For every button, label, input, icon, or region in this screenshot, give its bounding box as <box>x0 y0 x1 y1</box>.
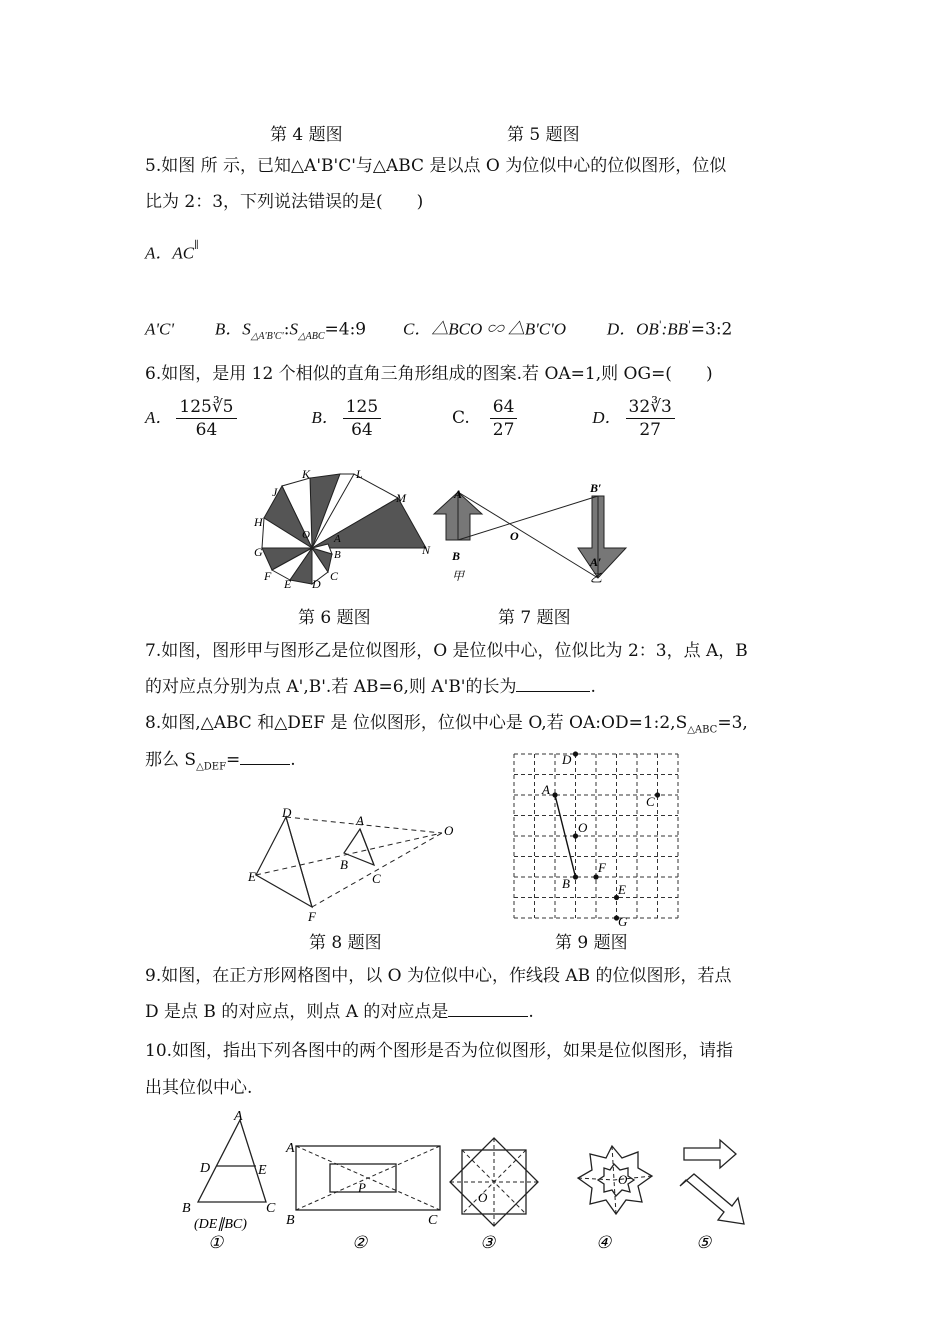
fig9-grid-figure <box>508 748 684 928</box>
fig6-label-k: K <box>302 467 311 481</box>
fig9-label-g: G <box>618 914 628 928</box>
fig10-label-a: A <box>234 1109 243 1124</box>
fig10-num-5: ⑤ <box>696 1233 712 1252</box>
q5-line2: 比为 2：3，下列说法错误的是( ) <box>145 192 424 212</box>
fig6-caption: 第 6 题图 <box>298 608 371 628</box>
fig10-label-p: P <box>358 1180 366 1195</box>
fig7-label-jia: 甲 <box>452 569 465 583</box>
fig6-label-m: M <box>396 491 406 505</box>
fig9-label-o: O <box>578 820 588 835</box>
fig8-label-e: E <box>248 869 256 884</box>
q6-line1: 6.如图，是用 12 个相似的直角三角形组成的图案.若 OA=1,则 OG=( ) <box>145 364 713 384</box>
fig6-label-b: B <box>334 549 341 561</box>
fig6-label-e: E <box>284 577 292 591</box>
fig9-label-f: F <box>598 860 606 875</box>
q6-options: A． $\frac{125∛5}{64}$ B． $\frac{125}{64}$ C. $\frac{64}{27}$ D． $\frac{32∛3}{27}$ <box>145 396 679 441</box>
q5-option-a-cont: A'C' <box>145 319 174 339</box>
q8-line2: 那么 $S_{\triangle DEF}=$ . <box>145 750 296 773</box>
fig10-label-o4: O <box>618 1172 628 1187</box>
fig8-label-d: D <box>282 805 292 820</box>
q7-answer-blank[interactable] <box>516 675 590 692</box>
q8-answer-blank[interactable] <box>240 748 290 765</box>
fig6-label-j: J <box>272 485 278 499</box>
fig7-label-a: A <box>454 487 463 501</box>
fig10-label-a2: A <box>286 1141 295 1156</box>
fig10-label-b2: B <box>286 1213 295 1228</box>
q5-line1: 5.如图 所 示，已知△A'B'C'与△ABC 是以点 O 为位似中心的位似图形，位似 <box>145 156 727 176</box>
fig6-label-a: A <box>334 533 341 545</box>
fig8-label-c: C <box>372 871 381 886</box>
fig4-caption: 第 4 题图 <box>270 125 343 145</box>
fig7-label-yi: 乙 <box>590 571 603 585</box>
fig9-label-d: D <box>562 752 572 767</box>
fig5-caption: 第 5 题图 <box>507 125 580 145</box>
fig7-label-o: O <box>510 529 519 543</box>
fig9-label-a: A <box>542 782 550 797</box>
fig6-label-h: H <box>254 515 263 529</box>
fig8-triangles-figure <box>246 805 461 925</box>
fig8-label-f: F <box>308 909 316 924</box>
fig8-label-o: O <box>444 823 454 838</box>
q10-line1: 10.如图，指出下列各图中的两个图形是否为位似图形，如果是位似图形，请指 <box>145 1041 734 1061</box>
fig10-label-c2: C <box>428 1213 438 1228</box>
fig6-label-c: C <box>330 569 339 583</box>
fig8-caption: 第 8 题图 <box>309 933 382 953</box>
fig10-label-e: E <box>258 1163 267 1178</box>
q9-line1: 9.如图，在正方形网格图中，以 O 为位似中心，作线段 AB 的位似图形，若点 <box>145 966 732 986</box>
fig9-label-e: E <box>618 882 626 897</box>
fig7-arrows-figure <box>430 478 640 586</box>
fig7-label-b: B <box>452 549 461 563</box>
fig10-num-3: ③ <box>480 1233 496 1252</box>
q7-line2: 的对应点分别为点 A',B'.若 AB=6,则 A'B'的长为 . <box>145 677 596 697</box>
fig10-num-1: ① <box>208 1233 224 1252</box>
fig10-label-c: C <box>266 1201 276 1216</box>
fig10-label-b: B <box>182 1201 191 1216</box>
q10-line2: 出其位似中心. <box>145 1078 253 1098</box>
fig6-label-g: G <box>254 545 263 559</box>
fig6-spiral-figure <box>250 462 440 592</box>
fig6-label-o: O <box>302 529 310 541</box>
fig10-label-o3: O <box>478 1190 488 1205</box>
fig8-label-a: A <box>356 813 364 828</box>
fig7-caption: 第 7 题图 <box>498 608 571 628</box>
fig9-label-b: B <box>562 876 570 891</box>
fig9-caption: 第 9 题图 <box>555 933 628 953</box>
fig10-shapes-figure <box>178 1108 768 1258</box>
q8-line1: 8.如图,△ABC 和△DEF 是 位似图形，位似中心是 O,若 $OA:OD=1:2,S_{\triangle ABC}=3$, <box>145 713 748 736</box>
fig10-note: (DE∥BC) <box>194 1217 247 1232</box>
fig6-label-f: F <box>264 569 272 583</box>
fig10-num-2: ② <box>352 1233 368 1252</box>
fig7-label-a-prime: A′ <box>590 555 602 569</box>
q7-line1: 7.如图，图形甲与图形乙是位似图形，O 是位似中心，位似比为 2：3，点 A，B <box>145 641 748 661</box>
fig6-label-l: L <box>356 467 363 481</box>
q5-options-row: A'C' B．$S_{\triangle A'B'C'}:S_{\triangle ABC}=4:9$ C．△BCO ∽ △B'C'O D．OB':BB'=3:2 <box>145 319 733 343</box>
fig6-label-n: N <box>422 543 431 557</box>
fig7-label-b-prime: B′ <box>590 481 602 495</box>
fig10-label-d: D <box>200 1161 211 1176</box>
fig9-label-c: C <box>646 794 655 809</box>
fig8-label-b: B <box>340 857 348 872</box>
q9-line2: D 是点 B 的对应点，则点 A 的对应点是 . <box>145 1002 534 1022</box>
fig6-label-d: D <box>312 577 321 591</box>
fig10-num-4: ④ <box>596 1233 612 1252</box>
q9-answer-blank[interactable] <box>448 1000 528 1017</box>
q5-option-a: A．AC∥ <box>145 240 199 263</box>
